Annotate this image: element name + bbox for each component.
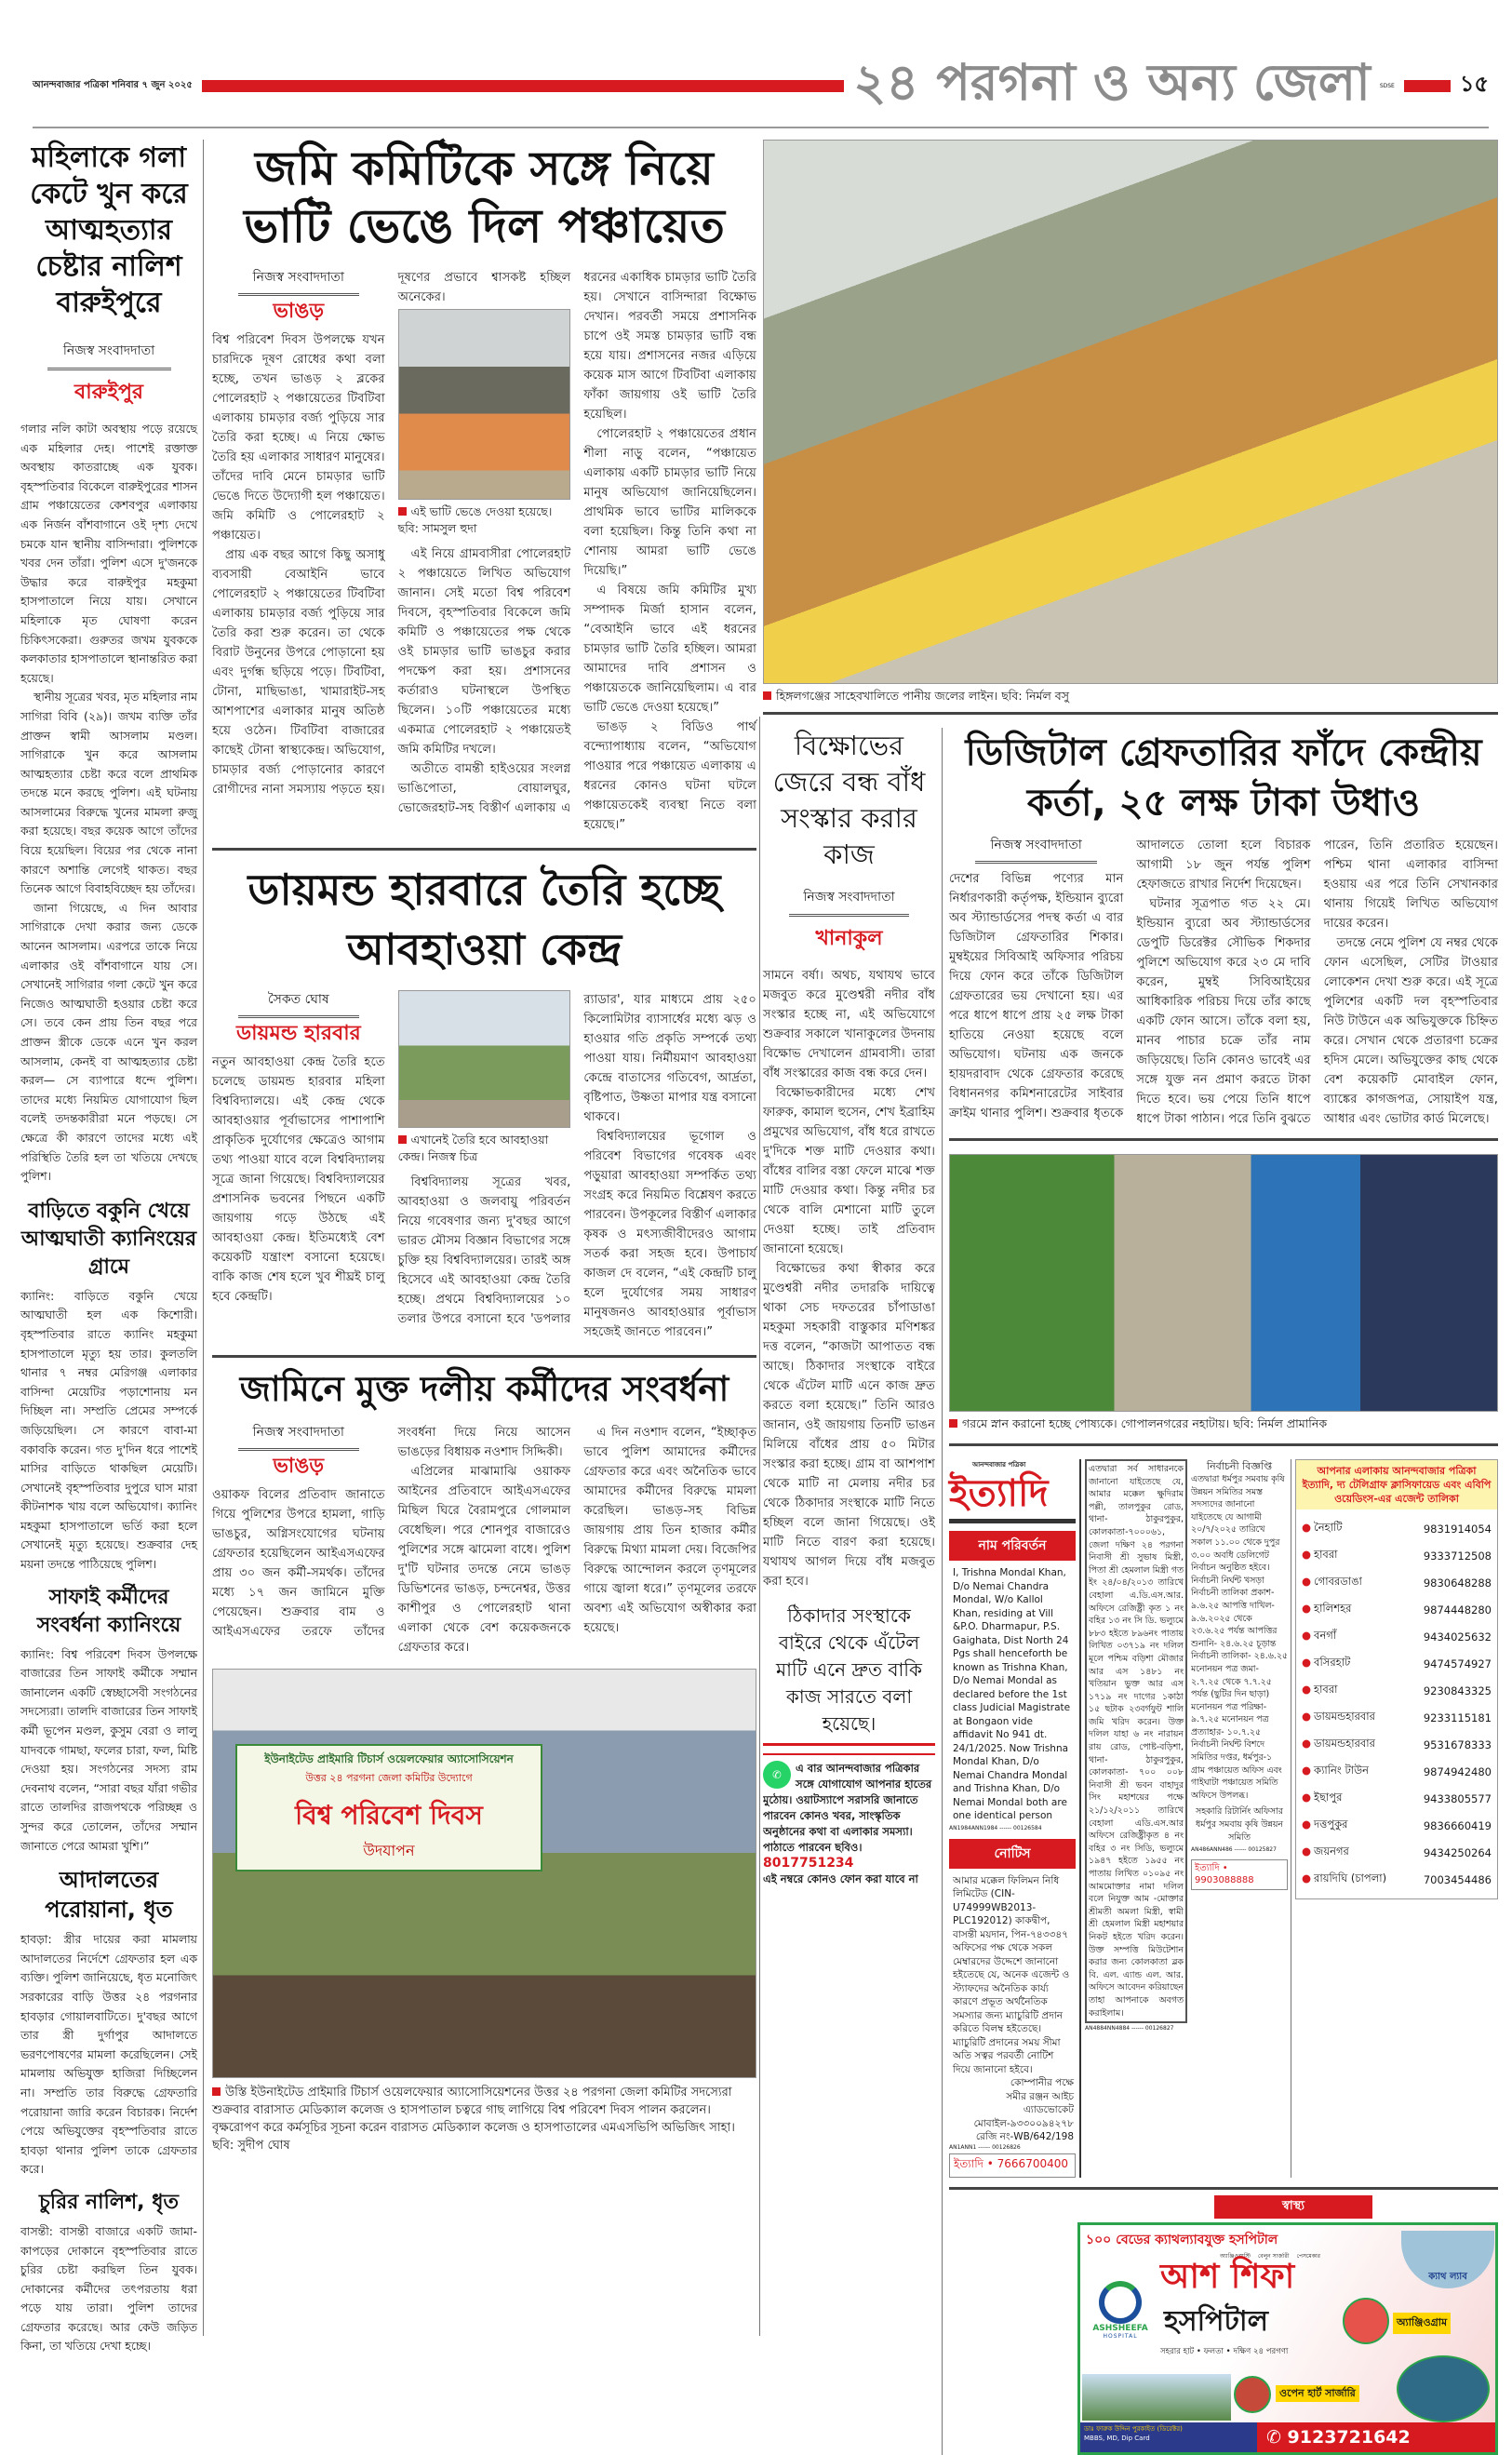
ad-services: অ্যাঞ্জিওপ্লাস্টি বেলুন সার্জারী পেসমেকার [1220, 2252, 1320, 2260]
story-headline: বিক্ষোভের জেরে বন্ধ বাঁধ সংস্কার করার কাজ [772, 730, 926, 870]
agent-row [1296, 1623, 1497, 1650]
dateline: খানাকুল [815, 927, 883, 950]
agent-phone[interactable]: 9434250264 [1423, 1845, 1492, 1859]
agent-phone[interactable]: 9836660419 [1423, 1818, 1492, 1832]
column-divider [203, 140, 204, 2336]
dateline: বারুইপুর [74, 381, 143, 404]
agent-area: ● বনগাঁ [1302, 1629, 1337, 1642]
bullet-icon: ● [1302, 1871, 1312, 1885]
agent-phone[interactable]: 9531678333 [1423, 1737, 1492, 1751]
bullet-icon: ● [1302, 1602, 1312, 1615]
agent-row [1296, 1785, 1497, 1812]
paragraph: বাসন্তী: বাসন্তী বাজারে একটি জামা-কাপড়ের দোকানে বৃহস্পতিবার রাতে চুরির চেষ্টা করছিল তিন যুবক। দোকানের কর্মীদের তৎপরতায় ধরা পড়ে যায় তারা। পুলিশ তাদের গ্রেফতার করেছে। আর কেউ জড়িত কিনা, তা খতিয়ে দেখা হচ্ছে। [20, 2223, 197, 2354]
photo-caption: হিঙ্গলগঞ্জের সাহেবখালিতে পানীয় জলের লাইন। ছবি: নির্মল বসু [763, 688, 1498, 704]
jamin-headline: জামিনে মুক্ত দলীয় কর্মীদের সংবর্ধনা [239, 1369, 729, 1409]
section-rule [949, 1138, 1498, 1141]
bullet-icon: ● [1302, 1575, 1312, 1588]
paragraph: প্রায় এক বছর আগে কিছু অসাধু ব্যবসায়ী বেআইনি ভাবে পোলেরহাট ২ পঞ্চায়েতের টিবটিবা এলাকায় চামড়ার বর্জ্য পুড়িয়ে সার তৈরি করা শুরু করেন। তা থেকে বিরাট উনুনের উপরে পোড়ানো হয় এবং দুর্গন্ধ ছড়িয়ে পড়ে। টিবটিবা, টোনা, মাছিভাঙা, খামারাইট-সহ আশপাশের এলাকার মানুষ অতিষ্ঠ হয়ে ওঠেন। টিবটিবা বাজারের কাছেই টোনা স্বাস্থ্যকেন্দ্র। অভিযোগ, চামড়ার বর্জ্য পোড়ানোর কারণে রোগীদের নানা সমস্যায় পড়তে হয়। দূষণের প্রভাবে শ্বাসকষ্ট হচ্ছিল অনেকের। [212, 271, 571, 797]
section-rule [212, 1355, 756, 1358]
whatsapp-rule [763, 1753, 935, 1755]
deed-column [1085, 1459, 1187, 2178]
hospital-name-2: হসপিটাল [1164, 2304, 1268, 2338]
photo-caption: গরমে স্নান করানো হচ্ছে পোষ্যকে। গোপালনগরের নহাটায়। ছবি: নির্মল প্রামানিক [949, 1415, 1498, 1432]
paragraph: বিশ্ববিদ্যালয়ের ভূগোল ও পরিবেশ বিভাগের গবেষক এবং পড়ুয়ারা আবহাওয়া সম্পর্কিত তথ্য সংগ্রহ করে নিয়মিত বিশ্লেষণ করতে পারবেন। উপকূলের বিস্তীর্ণ এলাকার কৃষক ও মৎস্যজীবীদেরও আগাম সতর্ক করা সহজ হবে। উপাচার্য কাজল দে বলেন, “এই কেন্দ্রটি চালু হলে দুর্যোগের সময় সাধারণ মানুষজনও আবহাওয়ার পূর্বাভাস সহজেই জানতে পারবেন।” [583, 1130, 756, 1339]
surgery-icon [1234, 2376, 1271, 2413]
itadi-phone: ইত্যাদি • 7666700400 [949, 2153, 1076, 2178]
agent-row [1296, 1677, 1497, 1704]
right-column [763, 140, 1498, 2455]
digital-headline: ডিজিটাল গ্রেফতারির ফাঁদে কেন্দ্রীয় কর্তা, ২৫ লক্ষ টাকা উধাও [965, 731, 1482, 825]
section-tag: SDSE [1379, 82, 1395, 89]
agent-phone[interactable]: 9874448280 [1423, 1603, 1492, 1617]
agent-phone[interactable]: 9474574927 [1423, 1657, 1492, 1670]
paragraph: বিশ্ব পরিবেশ দিবস উপলক্ষে যখন চারদিকে দূষণ রোধের কথা বলা হচ্ছে, তখন ভাঙড় ২ ব্লকের পোলেরহাট ২ পঞ্চায়েতের টিবটিবা এলাকায় চামড়ার বর্জ্য পুড়িয়ে সার তৈরি করা হচ্ছে। এ নিয়ে ক্ষোভ তৈরি হয় এলাকার সাধারণ মানুষের। তাঁদের দাবি মেনে চামড়ার ভাটি ভেঙে দিতে উদ্যোগী হল পঞ্চায়েত। জমি কমিটি ও পোলেরহাট ২ পঞ্চায়েত। [212, 333, 385, 543]
agent-area: ● হাবরা [1302, 1683, 1338, 1696]
agent-area: ● হাবরা [1302, 1548, 1338, 1561]
kiln-figure [398, 309, 571, 537]
agent-list [1295, 1459, 1498, 1899]
hospital-phone[interactable]: ✆ 9123721642 [1257, 2422, 1498, 2452]
paragraph: এই নিয়ে গ্রামবাসীরা পোলেরহাট ২ পঞ্চায়েতে লিখিত অভিযোগ জানান। সেই মতো বিশ্ব পরিবেশ দিবসে, বৃহস্পতিবার বিকেলে জমি কমিটি ও পঞ্চায়েতের পক্ষ থেকে ওই চামড়ার ভাটি ভাঙচুর করার পদক্ষেপ করা হয়। প্রশাসনের কর্তারাও ঘটনাস্থলে উপস্থিত ছিলেন। ১০টি পঞ্চায়েতের মধ্যে একমাত্র পোলেরহাট ২ পঞ্চায়েতই জমি কমিটির দখলে। [397, 547, 571, 757]
phone-icon: ✆ [1266, 2426, 1288, 2448]
byline: নিজস্ব সংবাদদাতা [975, 836, 1097, 864]
agent-phone[interactable]: 9433805577 [1423, 1791, 1492, 1805]
surgeons-image [1397, 2355, 1490, 2422]
ad-top-line: ১০০ বেডের ক্যাথল্যাবযুক্ত হসপিটাল [1086, 2232, 1278, 2247]
agent-area: ● নৈহাটি [1302, 1521, 1343, 1534]
byline: নিজস্ব সংবাদদাতা [238, 268, 359, 296]
dog-bath-photo [949, 1154, 1498, 1412]
election-title: নির্বাচনী বিজ্ঞপ্তি [1206, 1460, 1273, 1472]
agent-phone[interactable]: 9230843325 [1423, 1684, 1492, 1697]
khanakul-story [763, 728, 935, 1887]
hospital-building [1082, 2374, 1231, 2421]
bullet-icon: ● [1302, 1737, 1312, 1750]
section-rule [949, 2187, 1498, 2190]
lead-byline-block [212, 268, 385, 321]
logo-mark-icon [1099, 2281, 1142, 2324]
story-body [20, 1645, 197, 1857]
story-headline: আদালতের পরোয়ানা, ধৃত [45, 1867, 173, 1924]
paragraph: দেশের বিভিন্ন পণ্যের মান নির্ধারণকারী কর্তৃপক্ষ, ইন্ডিয়ান ব্যুরো অব স্ট্যান্ডার্ডসের পদস্থ কর্তা এ বার ডিজিটাল গ্রেফতারির শিকার। মুম্বইয়ের সিবিআই অফিসার পরিচয় দিয়ে ফোন করে তাঁকে ডিজিটাল গ্রেফতারের ভয় দেখানো হয়। এর পরে ধাপে ধাপে প্রায় ২৫ লক্ষ টাকা হাতিয়ে নেওয়া হয়েছে বলে অভিযোগ। ঘটনায় এক জনকে হায়দরাবাদ থেকে গ্রেফতার করেছে বিধাননগর কমিশনারেটের সাইবার ক্রাইম থানার পুলিশ। শুক্রবার ধৃতকে আদালতে তোলা হলে বিচারক আগামী ১৮ জুন পর্যন্ত পুলিশ হেফাজতে রাখার নির্দেশ দিয়েছেন। [949, 838, 1311, 1120]
kiln-photo [398, 309, 571, 500]
paragraph: গলার নলি কাটা অবস্থায় পড়ে রয়েছে এক মহিলার দেহ। পাশেই রক্তাক্ত অবস্থায় কাতরাচ্ছে এক যুবক। বৃহস্পতিবার বিকেলে বারুইপুরের শাসন গ্রাম পঞ্চায়েতের কেশবপুর এলাকায় এক নির্জন বাঁশবাগানে ওই দৃশ্য দেখে চমকে যান স্থানীয় বাসিন্দারা। পুলিশকে খবর দেন তাঁরা। পুলিশ এসে দু'জনকে উদ্ধার করে বারুইপুর মহকুমা হাসপাতালে নিয়ে যায়। সেখানে মহিলাকে মৃত ঘোষণা করেন চিকিৎসকেরা। গুরুতর জখম যুবককে কলকাতার হাসপাতালে স্থানান্তরিত করা হয়েছে। [20, 422, 197, 685]
agent-area: ● বসিরহাট [1302, 1656, 1351, 1669]
name-change-text: I, Trishna Mondal Khan, D/o Nemai Chandra Mondal, W/o Kallol Khan, residing at Vill &P.O. Dharmapur, P.S. Gaighata, Dist North 24 Pgs shall henceforth be known as Trishna Khan, D/o Nemai Mondal as declared before the 1st class Judicial Magistrate at Bongaon vide affidavit No 941 dt. 24/1/2025. Now Trishna Mondal Khan, D/o Nemai Chandra Mondal and Trishna Khan, D/o Nemai Mondal both are one identical person [953, 1567, 1071, 1821]
story-body [20, 420, 197, 1187]
story-headline: মহিলাকে গলা কেটে খুন করে আত্মহত্যার চেষ্টার নালিশ বারুইপুরে [30, 141, 188, 319]
masthead-red-bar-right [1404, 80, 1451, 92]
paragraph: স্থানীয় সূত্রের খবর, মৃত মহিলার নাম সাগিরা বিবি (২৯)। জখম ব্যক্তি তাঁর প্রাক্তন স্বামী আসলাম মণ্ডল। সাগিরাকে খুন করে আসলাম আত্মহত্যার চেষ্টা করে বলে প্রাথমিক তদন্তে মনে করছে পুলিশ। এই ঘটনায় আসলামের বিরুদ্ধে খুনের মামলা রুজু করা হয়েছে। বছর কয়েক আগে তাঁদের বিয়ে হয়েছিল। বিয়ের পর থেকে নানা কারণে অশান্তি লেগেই থাকত। বছর তিনেক আগে বিবাহবিচ্ছেদ হয় তাঁদের। [20, 690, 197, 896]
water-queue-photo [763, 140, 1498, 684]
dateline: ভাঙড় [273, 1455, 325, 1478]
ad-code: AN4884NN4884 ------ 00126827 [1085, 2025, 1174, 2032]
agent-area: ● ইছাপুর [1302, 1791, 1343, 1804]
pull-quote: ঠিকাদার সংস্থাকে বাইরে থেকে এঁটেল মাটি এনে দ্রুত বাকি কাজ সারতে বলা হয়েছে। [763, 1603, 935, 1746]
agent-row [1296, 1542, 1497, 1569]
diamond-body [212, 990, 756, 1342]
paragraph: নতুন আবহাওয়া কেন্দ্র তৈরি হতে চলেছে ডায়মন্ড হারবার মহিলা বিশ্ববিদ্যালয়ে। এই কেন্দ্র থেকে আবহাওয়ার পূর্বাভাসের পাশাপাশি প্রাকৃতিক দুর্যোগের ক্ষেত্রেও আগাম তথ্য পাওয়া যাবে বলে বিশ্ববিদ্যালয় সূত্রে জানা গিয়েছে। বিশ্ববিদ্যালয়ের প্রশাসনিক ভবনের পিছনে একটি জায়গায় গড়ে উঠছে এই আবহাওয়া কেন্দ্র। ইতিমধ্যেই বেশ কয়েকটি যন্ত্রাংশ বসানো হয়েছে। বাকি কাজ শেষ হলে খুব শীঘ্রই চালু হবে কেন্দ্রটি। [212, 1055, 385, 1304]
story-body [20, 2222, 197, 2356]
byline: নিজস্ব সংবাদদাতা [789, 886, 910, 917]
photo-caption: উস্তি ইউনাইটেড প্রাইমারি টিচার্স ওয়েলফেয়ার অ্যাসোসিয়েশনের উত্তর ২৪ পরগনা জেলা কমিটির সদস্যেরা শুক্রবার বারাসাত মেডিক্যাল কলেজ ও হাসপাতাল চত্বরে গাছ লাগিয়ে বিশ্ব পরিবেশ দিবস পালন করলেন। বৃক্ষরোপণ করে কর্মসূচির সূচনা করেন বারাসত মেডিক্যাল কলেজ ও হাসপাতালের এমএসভিপি অভিজিৎ সাহা। ছবি: সুদীপ ঘোষ [212, 2086, 735, 2153]
agent-area: ● ডায়মন্ডহারবার [1302, 1710, 1375, 1723]
right-lower-row [763, 728, 1498, 2455]
right-part [949, 728, 1498, 2455]
photo-caption: এই ভাটি ভেঙে দেওয়া হয়েছে। ছবি: সামসুল হুদা [397, 504, 553, 535]
bullet-icon: ● [1302, 1764, 1312, 1777]
itadi-phone: ইত্যাদি • 9903088888 [1191, 1859, 1288, 1890]
caption-marker [398, 1135, 407, 1144]
hospital-name: আশ শিফা [1160, 2257, 1295, 2296]
name-change-label: নাম পরিবর্তন [949, 1531, 1076, 1561]
photo-banner: ইউনাইটেড প্রাইমারি টিচার্স ওয়েলফেয়ার অ্যাসোসিয়েশন উত্তর ২৪ পরগনা জেলা কমিটির উদ্যোগে বিশ্ব পরিবেশ দিবস উদযাপন [235, 1744, 542, 1871]
agent-area: ● হালিশহর [1302, 1602, 1352, 1615]
paragraph: হাবড়া: স্ত্রীর দায়ের করা মামলায় আদালতের নির্দেশে গ্রেফতার হল এক ব্যক্তি। পুলিশ জানিয়েছে, ধৃত মনোজিৎ সরকারের বাড়ি উত্তর ২৪ পরগনার হাবড়ার গোয়ালবাটিতে। দু'বছর আগে তার স্ত্রী দুর্গাপুর আদালতে ভরণপোষণের মামলা করেছিলেন। সেই মামলায় অভিযুক্ত হাজিরা দিচ্ছিলেন না। সম্প্রতি তার বিরুদ্ধে গ্রেফতারি পরোয়ানা জারি করেন বিচারক। নির্দেশ পেয়ে অভিযুক্তের বৃহস্পতিবার রাতে হাবড়া থানার পুলিশ তাকে গ্রেফতার করে। [20, 1932, 197, 2177]
classifieds-row [949, 1459, 1498, 2178]
agent-area: ● গোবরডাঙা [1302, 1575, 1362, 1588]
caption-marker [763, 691, 771, 700]
page-number: ১৫ [1459, 71, 1489, 97]
bullet-icon: ● [1302, 1629, 1312, 1642]
agent-row [1296, 1704, 1497, 1731]
story-body [20, 1287, 197, 1575]
left-column [20, 140, 197, 2356]
election-text: এতদ্বারা ধর্মপুর সমবায় কৃষি উন্নয়ন সমিতির সমস্ত সদস্যদের জানানো যাইতেছে যে আগামী ২০/৭/২০২৫ তারিখে সকাল ১১.০০ থেকে দুপুর ৩.০০ অবধি ডেলিগেট নির্বাচন অনুষ্ঠিত হইবে। নির্বাচনী নির্ঘন্ট খসড়া নির্বাচনী তালিকা প্রকাশ- ৯.৬.২৫ আপত্তি দাখিল- ৯.৬.২০২৫ থেকে ২৩.৬.২৫ পর্যন্ত আপত্তির শুনানি- ২৪.৬.২৫ চূড়ান্ত নির্বাচনী তালিকা- ২৪.৬.২৫ মনোনয়ন পত্র জমা- ২.৭.২৫ থেকে ৭.৭.২৫ পর্যন্ত (ছুটির দিন ছাড়া) মনোনয়ন পত্র পরিক্ষা- ৯.৭.২৫ মনোনয়ন পত্র প্রত্যাহার- ১০.৭.২৫ নির্বাচনী নির্ঘন্ট বিশদে সমিতির দপ্তর, ধর্মপুর-১ গ্রাম পঞ্চায়েত অফিস এবং গাইঘাটা পঞ্চায়েত সমিতি অফিসে উপলব্ধ। [1191, 1474, 1289, 1801]
section-rule [212, 848, 756, 851]
agent-phone[interactable]: 9434025632 [1423, 1630, 1492, 1643]
bullet-icon: ● [1302, 1818, 1312, 1831]
jamin-byline-block [212, 1423, 385, 1476]
section-rule [763, 712, 1498, 715]
bullet-icon: ● [1302, 1521, 1312, 1534]
byline: নিজস্ব সংবাদদাতা [238, 1423, 359, 1451]
agent-list-title: আপনার এলাকায় আনন্দবাজার পত্রিকা ইত্যাদি, দ্য টেলিগ্রাফ ক্লাসিফায়েড এবং এবিপি ওয়েডিংস-এর এজেন্ট তালিকা [1296, 1460, 1497, 1509]
paragraph: বিক্ষোভকারীদের মধ্যে শেখ ফারুক, কামাল হুসেন, শেখ ইব্রাহিম প্রমুখের অভিযোগ, বাঁধ ধরে রাখতে দু'দিকে শক্ত মাটি দেওয়ার কথা। বাঁধের বালির বস্তা ফেলে মাঝে শক্ত মাটি দেওয়ার কথা। কিন্তু নদীর চর থেকে বালি মেশানো মাটি তুলে দেওয়া হচ্ছে। তাই প্রতিবাদ জানানো হয়েছে। [763, 1086, 935, 1256]
agent-phone[interactable]: 7003454486 [1423, 1872, 1492, 1886]
agent-row [1296, 1731, 1497, 1758]
doctor-bar: ডাঃ ফারুক উদ্দিন পুরকাইত (ডিরেক্টর) MBBS, MD, Dip Card [1080, 2422, 1257, 2452]
byline: নিজস্ব সংবাদদাতা [47, 340, 171, 370]
notice-text: আমার মক্কেল ফিলিমন নিধি লিমিটেড (CIN-U74999WB2013-PLC192012) কাকদ্বীপ, বাসন্তী ময়দান, পিন-৭৪৩৩৪৭ অফিসের পক্ষ থেকে সকল মেম্বারদের উদ্দেশে জানানো হইতেছে যে, অনেক এজেন্ট ও স্ট্যাফদের অনৈতিক কার্য্য কারণে প্রভূত অর্থনৈতিক সমস্যার জন্য ম্যাচুরিটি প্রদান করিতে বিলম্ব হইতেছে। ম্যাচুরিটি প্রদানের সময় সীমা অতি সত্বর পরবর্তী নোটিশ দিয়ে জানানো হইবে। [953, 1874, 1070, 2075]
agent-row [1296, 1515, 1497, 1542]
whatsapp-box: ✆ এ বার আনন্দবাজার পত্রিকার সঙ্গে যোগাযোগ আপনার হাতের মুঠোয়। ওয়াটস্যাপে সরাসরি জানাতে পারবেন কোনও খবর, সাংস্কৃতিক অনুষ্ঠানের কথা বা এলাকার সমস্যা। পাঠাতে পারবেন ছবিও। 8017751234 এই নম্বরে কোনও ফোন করা যাবে না [763, 1761, 935, 1887]
diamond-headline: ডায়মন্ড হারবারে তৈরি হচ্ছে আবহাওয়া কেন্দ্র [248, 865, 721, 974]
section-rule [949, 1443, 1498, 1446]
open-heart-tag: ওপেন হার্ট সার্জারি [1276, 2385, 1359, 2402]
paragraph: ভাঙড় ২ বিডিও পার্থ বন্দ্যোপাধ্যায় বলেন, “অভিযোগ পাওয়ার পরে পঞ্চায়েত এলাকায় এ ধরনের কোনও ঘটনা ঘটলে পঞ্চায়েতকেই ব্যবস্থা নিতে বলা হয়েছে।” [583, 720, 756, 832]
agent-phone[interactable]: 9831914054 [1423, 1522, 1492, 1536]
digital-byline-block [949, 836, 1123, 864]
paragraph: তদন্তে নেমে পুলিশ যে নম্বর থেকে ফোন এসেছিল, সেটির টাওয়ার লোকেশন দেখা শুরু করে। এই সূত্রে পুলিশের একটি দল বৃহস্পতিবার নিউ টাউনে এক অভিযুক্তকে চিহ্নিত করে। সেখান থেকে প্রতারণা চক্রের হদিস মেলে। অভিযুক্তের কাছ থেকে বেশ কয়েকটি মোবাইল ফোন, ব্যাঙ্কের কাগজপত্র, সোয়াইপ যন্ত্র, আধার এবং ভোটার কার্ড মিলেছে। [1323, 936, 1498, 1126]
column-divider [942, 728, 943, 2455]
whatsapp-icon: ✆ [763, 1761, 791, 1789]
masthead-red-bar-left [202, 80, 844, 92]
ad-code: AN486ANN486 ------ 00125827 [1191, 1846, 1277, 1854]
paragraph: বিক্ষোভের কথা স্বীকার করে মুণ্ডেশ্বরী নদীর তদারকি দায়িত্বে থাকা সেচ দফতরের চাঁপাডাঙা মহকুমা সহকারী বাস্তুকার মণিশঙ্কর দত্ত বলেন, “কাজটা আপাতত বন্ধ আছে। ঠিকাদার সংস্থাকে বাইরে থেকে এঁটেল মাটি এনে কাজ দ্রুত করতে বলা হয়েছে।” তিনি আরও জানান, ওই জায়গায় তিনটি ভাঙন মিলিয়ে বাঁধের প্রায় ৫০ মিটার সংস্কার করা হচ্ছে। গ্রাম বা আশপাশ থেকে মাটি না মেলায় নদীর চর থেকে ঠিকাদার সংস্থাকে মাটি নিতে হচ্ছিল বলে জানা গিয়েছে। ওই মাটি নিতে বারণ করা হয়েছে। যথাযথ আগল দিয়ে বাঁধ মজবুত করা হবে। [763, 1262, 935, 1589]
story-body [20, 1930, 197, 2180]
health-label: স্বাস্থ্য [1214, 2195, 1372, 2219]
paragraph: এপ্রিলের মাঝামাঝি ওয়াকফ আইনের প্রতিবাদে আইএসএফের মিছিল ঘিরে বৈরামপুরে গোলমাল বেধেছিল। পরে শোনপুর বাজারেও পুলিশের সঙ্গে ঝামেলা বাধে। পুলিশ দু'টি ঘটনার তদন্তে নেমে ভাঙড় ডিভিশনের ভাঙড়, চন্দনেশ্বর, উত্তর কাশীপুর ও পোলেরহাট থানা এলাকা থেকে বেশ কয়েকজনকে গ্রেফতার করে। [397, 1465, 571, 1655]
agent-area: ● রায়দিঘি (চাপলা) [1302, 1871, 1387, 1885]
paragraph: সামনে বর্ষা। অথচ, যথাযথ ভাবে মজবুত করে মুণ্ডেশ্বরী নদীর বাঁধ সংস্কার হচ্ছে না, এই অভিযোগে শুক্রবার সকালে খানাকুলের উদনায় বিক্ষোভ দেখালেন গ্রামবাসী। তারা বাঁধ সংস্কারের কাজ বন্ধ করে দেন। [763, 969, 935, 1080]
caption-marker [398, 507, 407, 516]
agent-phone[interactable]: 9874942480 [1423, 1764, 1492, 1778]
paragraph: ক্যানিং: বিশ্ব পরিবেশ দিবস উপলক্ষে বাজারের তিন সাফাই কর্মীকে সম্মান জানালেন একটি স্বেচ্ছাসেবী সংগঠনের সদস্যেরা। তালদি বাজারের তিন সাফাই কর্মী ভূপেন মণ্ডল, কুসুম বেরা ও লালু যাদবকে গামছা, ফলের চারা, ফল, মিষ্টি দেওয়া হয়। সংগঠনের সদস্য রাম দেবনাথ বলেন, “সারা বছর যাঁরা গভীর রাতে তালদির রাজপথকে পরিচ্ছন্ন ও সুন্দর করে তোলেন, তাঁদের সম্মান জানাতে পেরে আমরা খুশি।” [20, 1646, 197, 1853]
agent-rows [1296, 1509, 1497, 1898]
bullet-icon: ● [1302, 1683, 1312, 1696]
paragraph: জানা গিয়েছে, এ দিন আবার সাগিরাকে দেখা করার জন্য ডেকে আনেন আসলাম। এরপরে তাকে নিয়ে এলাকার ওই বাঁশবাগানে যায় সে। সেখানেই সাগিরার গলা কেটে খুন করে নিজেও আত্মঘাতী হওয়ার চেষ্টা করে সে। তবে কেন প্রায় তিন বছর পরে প্রাক্তন স্ত্রীকে ডেকে এনে খুন করল আসলাম, কেনই বা আত্মহত্যার চেষ্টা করল— সে ব্যাপারে ধন্দে পুলিশ। তাদের মধ্যে নিয়মিত যোগাযোগ ছিল বলেই তদন্তকারীরা মনে পড়ছে। সে ক্ষেত্রে কী কারণে তাদের মধ্যে এই পরিস্থিতি তৈরি হল তা খতিয়ে দেখছে পুলিশ। [20, 900, 197, 1184]
story-headline: বাড়িতে বকুনি খেয়ে আত্মঘাতী ক্যানিংয়ের গ্রামে [20, 1199, 197, 1279]
agent-phone[interactable]: 9233115181 [1423, 1710, 1492, 1724]
agent-row [1296, 1569, 1497, 1596]
paragraph: এ দিন নওশাদ বলেন, “ইচ্ছাকৃত ভাবে পুলিশ আমাদের কর্মীদের গ্রেফতার করে এবং অনৈতিক ভাবে আমাদের কর্মীদের বিরুদ্ধে মামলা করেছিল। ভাঙড়-সহ বিভিন্ন জায়গায় প্রায় তিন হাজার কর্মীর বিরুদ্ধে মিথ্যা মামলা দেয়। বিজেপির বিরুদ্ধে আন্দোলন করলে তৃণমূলের গায়ে জ্বালা ধরে।” তৃণমূলের তরফে অবশ্য এই অভিযোগ অস্বীকার করা হয়েছে। [583, 1426, 756, 1635]
agent-row [1296, 1812, 1497, 1839]
agent-row [1296, 1839, 1497, 1866]
notice-signature: কোম্পানীর পক্ষে সমীর রঞ্জন আইচ এ্যাডভোকেট মোবাইল-৯৩৩০০৯৪২৭৮ রেজি নং-WB/642/198 [973, 2077, 1074, 2142]
bullet-icon: ● [1302, 1791, 1312, 1804]
byline: সৈকত ঘোষ [238, 990, 359, 1018]
story-headline: সাফাই কর্মীদের সংবর্ধনা ক্যানিংয়ে [36, 1585, 181, 1637]
hospital-logo: ASHSHEEFA HOSPITAL [1086, 2281, 1155, 2340]
paper-date: আনন্দবাজার পত্রিকা শনিবার ৭ জুন ২০২৫ [33, 79, 193, 90]
deed-notice: এতদ্বারা সর্ব সাধারনকে জানানো যাইতেছে যে, আমার মক্কেল ক্ষুদিরাম পল্লী, তালপুকুর রোড, থানা- ঠাকুরপুকুর, কোলকাতা-৭০০০৬১, জেলা দক্ষিণ ২৪ পরগনা নিবাসী শ্রী সুভাষ মিস্ত্রী, পিতা শ্রী হেমলাল মিস্ত্রী গত ইং ২৪/০৪/২০১৩ তারিখে বেহালা এ.ডি.এস.আর. অফিসে রেজিষ্ট্রী কৃত ১ নং বহির ১৩ নং সি ডি. ভল্যুমে ৮৮৩ হইতে ৮৯৬নং পাতায় লিখিত ০৩৭১৯ নং দলিল মূলে পশ্চিম বড়িশা মৌজার আর এস ১৪৮১ নং খতিয়ান ভুক্ত আর এস ১৭১৯ নং দাগের ১কাঠা ১৫ ছটাক ২৩বর্গফুট শালি জমি খরিদ করেন। উক্ত দলিল যাহা ৬ নং নারায়ন রায় রোড, পোষ্ট-বড়িশা, থানা- ঠাকুরপুকুর, কোলকাতা- ৭০০ ০০৮ নিবাসী শ্রী ভবন বাহাদুর সিং মহাশয়ের পক্ষে ২১/১২/২০১১ তারিখে বেহালা এডি.এস.আর অফিসে রেজিষ্ট্রীকৃত ৪ নং বহির ৩ নং সিডি, ভল্যুমে ১৯৪৭ হইতে ১৯৫৫ নং পাতায় লিখিত ০১০৯৫ নং আমমোক্তার নামা দলিল বলে নিযুক্ত আম -মোক্তার শ্রীমতী অমলা মিস্ত্রী, স্বামী শ্রী হেমলাল মিস্ত্রী মহাশয়ার নিকট হইতে খরিদ করেন। উক্ত সম্পত্তি মিউটেশান করার জন্য কোলকাতা ব্লক বি. এল. এ্যান্ড এল. আর. অফিসে আবেদন করিয়াছেন তাহা আপনাকে অবগত করাইলাম। [1085, 1459, 1187, 2023]
middle-column [212, 140, 756, 2154]
hospital-address: সহরার হাট • ফলতা • দক্ষিণ ২৪ পরগণা [1160, 2346, 1289, 2356]
jamin-body [212, 1423, 756, 1657]
agent-row [1296, 1866, 1497, 1893]
cathlab-label: ক্যাথ ল্যাব [1428, 2271, 1467, 2282]
bullet-icon: ● [1302, 1710, 1312, 1723]
masthead [33, 45, 1489, 128]
digital-body [949, 836, 1498, 1129]
agent-area: ● ডায়মন্ডহারবার [1302, 1737, 1375, 1750]
paragraph: অতীতে বামন্তী হাইওয়ের সংলগ্ন ভাঙিপোতা, বোয়ালঘুর, ভোজেরহাট-সহ বিস্তীর্ণ এলাকায় এ ধরনের একাধিক চামড়ার ভাটি তৈরি হয়। সেখানে বাসিন্দারা বিক্ষোভ দেখান। পরবর্তী সময়ে প্রশাসনিক চাপে ওই সমস্ত চামড়ার ভাটি বন্ধ হয়ে যায়। প্রশাসনের নজর এড়িয়ে কয়েক মাস আগে টিবটিবা এলাকায় ফাঁকা জায়গায় ওই ভাটি তৈরি হয়েছিল। [397, 271, 756, 815]
whatsapp-number[interactable]: 8017751234 [763, 1856, 854, 1871]
paragraph: ক্যানিং: বাড়িতে বকুনি খেয়ে আত্মঘাতী হল এক কিশোরী। বৃহস্পতিবার রাতে ক্যানিং মহকুমা হাসপাতালে মৃত্যু হয় তার। কুলতলি থানার ৭ নম্বর মেরিগঞ্জ এলাকার বাসিন্দা মেয়েটির পড়াশোনায় মন দিচ্ছিল না। সম্প্রতি প্রেমের সম্পর্কে জড়িয়েছিল। সে কারণে বাবা-মা বকাবকি করেন। গত দু'দিন ধরে পাশেই মাসির বাড়িতে থাকছিল মেয়েটি। সেখানেই বৃহস্পতিবার দুপুরে ঘাস মারা কীটনাশক খায় বলে অভিযোগ। ক্যানিং মহকুমা হাসপাতালে ভর্তি করা হলে সেখানেই মৃত্যু হয়েছে। শুক্রবার দেহ ময়না তদন্তে পাঠিয়েছে পুলিশ। [20, 1288, 197, 1572]
paragraph: বিশ্ববিদ্যালয় সূত্রের খবর, আবহাওয়া ও জলবায়ু পরিবর্তন নিয়ে গবেষণার জন্য দু'বছর আগে ভারত মৌসম বিজ্ঞান বিভাগের সঙ্গে চুক্তি হয় বিশ্ববিদ্যালয়ের। তারই অঙ্গ হিসেবে এই আবহাওয়া কেন্দ্র তৈরি হচ্ছে। প্রথমে বিশ্ববিদ্যালয়ের ১০ তলার উপরে বসানো হবে 'ডপলার র‍্যাডার', যার মাধ্যমে প্রায় ২৫০ কিলোমিটার ব্যাসার্ধের মধ্যে ঝড় ও হাওয়ার গতি প্রকৃতি সম্পর্কে তথ্য পাওয়া যায়। নির্মীয়মাণ আবহাওয়া কেন্দ্রে বাতাসের গতিবেগ, আর্দ্রতা, বৃষ্টিপাত, উষ্ণতা মাপার যন্ত্র বসানো থাকবে। [397, 993, 756, 1326]
caption-marker [212, 2087, 221, 2096]
ad-code: AN1984ANN1984 ------ 00126584 [949, 1824, 1042, 1831]
agent-phone[interactable]: 9333712508 [1423, 1549, 1492, 1563]
agent-row [1296, 1758, 1497, 1785]
logo-rule [949, 1519, 1076, 1523]
notice-label: নোটিস [949, 1839, 1076, 1869]
agent-row [1296, 1650, 1497, 1677]
classifieds-col1 [949, 1459, 1081, 2178]
agent-area: ● জয়নগর [1302, 1845, 1349, 1858]
caption-marker [949, 1419, 957, 1428]
photo-caption: এখানেই তৈরি হবে আবহাওয়া কেন্দ্র। নিজস্ব চিত্র [397, 1133, 549, 1163]
story-body [763, 966, 935, 1591]
paragraph: ওয়াকফ বিলের প্রতিবাদ জানাতে গিয়ে পুলিশের উপরে হামলা, গাড়ি ভাঙচুর, অগ্নিসংযোগের ঘটনায় গ্রেফতার হয়েছিলেন আইএসএফের প্রায় ৩০ জন কর্মী-সমর্থক। তাঁদের মধ্যে ১৭ জন জামিনে মুক্তি পেয়েছেন। শুক্রবার বাম ও আইএসএফের তরফে তাঁদের সংবর্ধনা দিয়ে নিয়ে আসেন ভাঙড়ের বিধায়ক নওশাদ সিদ্দিকী। [212, 1426, 571, 1639]
bullet-icon: ● [1302, 1548, 1312, 1561]
dateline: ডায়মন্ড হারবার [235, 1022, 361, 1045]
paragraph: ঘটনার সূত্রপাত গত ২২ মে। ইন্ডিয়ান ব্যুরো অব স্ট্যান্ডার্ডসের ডেপুটি ডিরেক্টর সৌভিক শিকদার পুলিশে অভিযোগ করে ২৩ মে দাবি করেন, মুম্বই সিবিআইয়ের আধিকারিক পরিচয় দিয়ে তাঁর কাছে একটি ফোন আসে। তাঁকে বলা হয়, মানব পাচার চক্রে তাঁর নাম জড়িয়েছে। তিনি কোনও ভাবেই এর সঙ্গে যুক্ত নন প্রমাণ করতে টাকা দিতে হবে। ভয় পেয়ে তিনি ধাপে ধাপে টাকা পাঠান। পরে তিনি বুঝতে পারেন, তিনি প্রতারিত হয়েছেন। পশ্চিম থানা এলাকার বাসিন্দা হওয়ায় এর পরে তিনি সেখানকার থানায় গিয়েই লিখিত অভিযোগ দায়ের করেন। [1136, 838, 1498, 1126]
agent-area: ● দত্তপুকুর [1302, 1818, 1348, 1831]
bullet-icon: ● [1302, 1656, 1312, 1669]
paragraph: পোলেরহাট ২ পঞ্চায়েতের প্রধান শীলা নাড়ু বলেন, “পঞ্চায়েত এলাকায় একটি চামড়ার ভাটি নিয়ে মানুষ অভিযোগ জানিয়েছিলেন। প্রাথমিক ভাবে ভাটির মালিককে বলা হয়েছিল। কিন্তু তিনি কথা না শোনায় আমরা ভাটি ভেঙে দিয়েছি।” [583, 427, 756, 578]
heart-icon [1343, 2298, 1389, 2344]
election-signature: সহকারি রিটার্নিং অফিসার ধর্মপুর সমবায় কৃষি উন্নয়ন সমিতি [1196, 1806, 1283, 1843]
itadi-logo: ইত্যাদি [949, 1472, 1049, 1515]
election-notice [1191, 1459, 1291, 2178]
diamond-byline-block [212, 990, 385, 1043]
weather-station-photo [398, 990, 571, 1128]
section-title: ২৪ পরগনা ও অন্য জেলা [853, 53, 1371, 112]
tree-planting-photo [212, 1669, 756, 2078]
dateline: ভাঙড় [273, 300, 325, 323]
story-headline: চুরির নালিশ, ধৃত [38, 2190, 180, 2214]
bullet-icon: ● [1302, 1845, 1312, 1858]
column-divider [759, 717, 760, 2336]
lead-headline: জমি কমিটিকে সঙ্গে নিয়ে ভাটি ভেঙে দিল পঞ্চায়েত [244, 141, 725, 253]
agent-area: ● ক্যানিং টাউন [1302, 1764, 1369, 1777]
paragraph: এ বিষয়ে জমি কমিটির মুখ্য সম্পাদক মির্জা হাসান বলেন, “বেআইনি ভাবে এই ধরনের চামড়ার ভাটি তৈরি হচ্ছিল। আমরা আমাদের দাবি প্রশাসন ও পঞ্চায়েতকে জানিয়েছিলাম। এ বার ভাটি ভেঙে দেওয়া হয়েছে।” [583, 584, 756, 715]
ad-code: AN1ANN1 ------ 00126826 [949, 2143, 1021, 2151]
agent-row [1296, 1596, 1497, 1623]
lead-body [212, 268, 756, 835]
itadi-brand-small: আনন্দবাজার পত্রিকা [972, 1461, 1026, 1469]
agent-phone[interactable]: 9830648288 [1423, 1576, 1492, 1590]
angiogram-tag: অ্যাঞ্জিওগ্রাম [1393, 2313, 1451, 2334]
weather-figure [398, 990, 571, 1165]
